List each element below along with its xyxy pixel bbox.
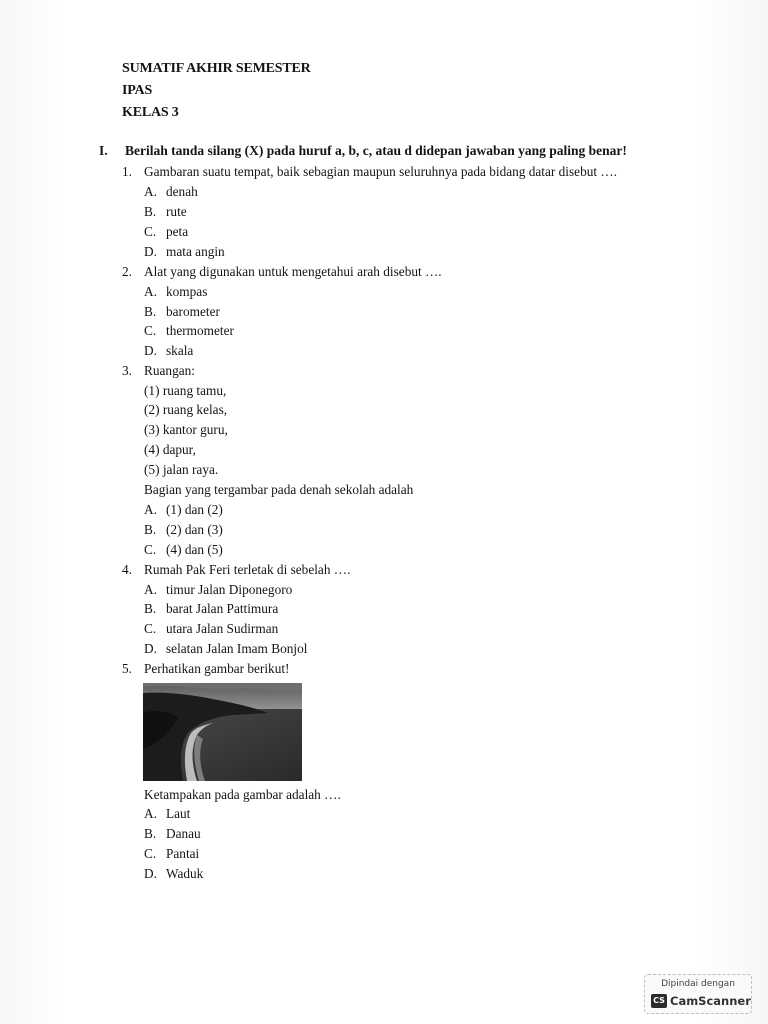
question-prompt: Bagian yang tergambar pada denah sekolah adalah	[144, 482, 414, 497]
option-text: Pantai	[166, 846, 200, 861]
option-letter: D.	[144, 244, 157, 259]
option-letter: A.	[144, 184, 157, 199]
exam-title: SUMATIF AKHIR SEMESTER	[122, 61, 311, 76]
watermark-caption: Dipindai dengan	[661, 979, 735, 989]
section-number: I.	[99, 143, 108, 158]
question-text: Rumah Pak Feri terletak di sebelah ….	[144, 562, 351, 577]
document-header	[122, 58, 311, 124]
option-text: (2) dan (3)	[166, 522, 223, 537]
question-number: 4.	[122, 562, 132, 577]
subject-name: IPAS	[122, 83, 153, 98]
option-letter: D.	[144, 866, 157, 881]
watermark-brand: CamScanner	[670, 994, 751, 1008]
question-number: 5.	[122, 661, 132, 676]
list-item: (1) ruang tamu,	[144, 383, 227, 398]
option-letter: B.	[144, 601, 157, 616]
option-text: selatan Jalan Imam Bonjol	[166, 641, 308, 656]
option-2a	[144, 284, 207, 300]
question-text: Alat yang digunakan untuk mengetahui arah disebut ….	[144, 264, 442, 279]
section-instruction	[99, 143, 627, 159]
list-item: (5) jalan raya.	[144, 462, 219, 477]
question-number: 2.	[122, 264, 132, 279]
question-1	[122, 164, 617, 180]
option-5c	[144, 846, 199, 862]
option-text: denah	[166, 184, 198, 199]
option-5b	[144, 826, 201, 842]
list-item: (3) kantor guru,	[144, 422, 228, 437]
option-text: barat Jalan Pattimura	[166, 601, 279, 616]
question-text: Ruangan:	[144, 363, 195, 378]
question-number: 1.	[122, 164, 132, 179]
option-text: timur Jalan Diponegoro	[166, 582, 293, 597]
coastline-photo	[143, 683, 302, 781]
option-3c	[144, 542, 223, 558]
option-text: peta	[166, 224, 189, 239]
instruction-text: Berilah tanda silang (X) pada huruf a, b, c, atau d didepan jawaban yang paling benar!	[125, 143, 627, 158]
camscanner-logo-icon: CS	[651, 994, 667, 1008]
option-3a	[144, 502, 223, 518]
option-2c	[144, 323, 234, 339]
option-letter: A.	[144, 284, 157, 299]
option-2b	[144, 304, 220, 320]
option-4b	[144, 601, 278, 617]
option-letter: B.	[144, 826, 157, 841]
option-letter: C.	[144, 542, 157, 557]
option-1b	[144, 204, 187, 220]
option-2d	[144, 343, 193, 359]
question-number: 3.	[122, 363, 132, 378]
question-prompt: Ketampakan pada gambar adalah ….	[144, 787, 341, 802]
option-text: Laut	[166, 806, 191, 821]
question-4	[122, 562, 350, 578]
option-letter: A.	[144, 502, 157, 517]
option-text: (4) dan (5)	[166, 542, 223, 557]
question-text: Gambaran suatu tempat, baik sebagian maupun seluruhnya pada bidang datar disebut ….	[144, 164, 618, 179]
question-5	[122, 661, 289, 677]
option-text: barometer	[166, 304, 220, 319]
option-letter: C.	[144, 621, 157, 636]
option-text: Waduk	[166, 866, 204, 881]
camscanner-watermark	[644, 974, 752, 1014]
option-letter: B.	[144, 304, 157, 319]
option-text: rute	[166, 204, 187, 219]
option-4a	[144, 582, 292, 598]
option-1d	[144, 244, 225, 260]
option-4c	[144, 621, 278, 637]
option-text: skala	[166, 343, 194, 358]
option-letter: A.	[144, 582, 157, 597]
option-text: Danau	[166, 826, 201, 841]
option-letter: B.	[144, 522, 157, 537]
option-5a	[144, 806, 190, 822]
option-5d	[144, 866, 203, 882]
option-letter: D.	[144, 641, 157, 656]
option-1c	[144, 224, 188, 240]
question-3	[122, 363, 195, 379]
option-letter: C.	[144, 224, 157, 239]
option-1a	[144, 184, 198, 200]
class-level: KELAS 3	[122, 105, 179, 120]
option-4d	[144, 641, 307, 657]
list-item: (4) dapur,	[144, 442, 196, 457]
question-text: Perhatikan gambar berikut!	[144, 661, 290, 676]
option-letter: C.	[144, 846, 157, 861]
option-letter: C.	[144, 323, 157, 338]
option-text: (1) dan (2)	[166, 502, 223, 517]
option-letter: D.	[144, 343, 157, 358]
list-item: (2) ruang kelas,	[144, 402, 228, 417]
option-text: thermometer	[166, 323, 234, 338]
option-3b	[144, 522, 223, 538]
option-text: kompas	[166, 284, 208, 299]
option-letter: A.	[144, 806, 157, 821]
option-text: mata angin	[166, 244, 225, 259]
option-text: utara Jalan Sudirman	[166, 621, 279, 636]
option-letter: B.	[144, 204, 157, 219]
question-2	[122, 264, 442, 280]
